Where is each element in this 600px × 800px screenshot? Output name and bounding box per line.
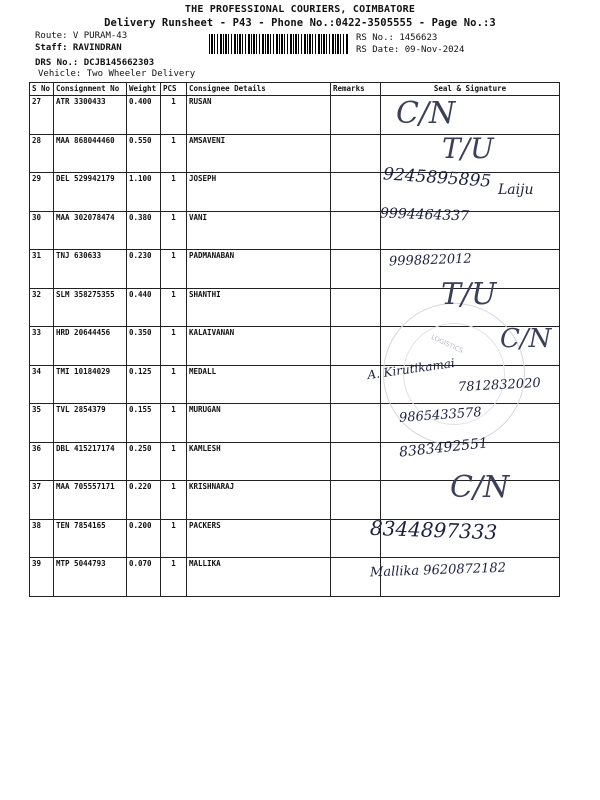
cell-pcs: 1 bbox=[161, 481, 187, 520]
handwriting-name: A. Kirutikamai bbox=[366, 355, 456, 383]
cell-remarks bbox=[331, 134, 381, 173]
cell-cno: MAA 868044460 bbox=[54, 134, 127, 173]
cell-consignee: KAMLESH bbox=[187, 442, 331, 481]
cell-remarks bbox=[331, 250, 381, 289]
cell-remarks bbox=[331, 211, 381, 250]
cell-cno: TVL 2854379 bbox=[54, 404, 127, 443]
cell-remarks bbox=[331, 173, 381, 212]
col-header: S No bbox=[30, 83, 54, 96]
cell-sno: 27 bbox=[30, 96, 54, 135]
cell-consignee: KRISHNARAJ bbox=[187, 481, 331, 520]
table-header-row bbox=[30, 83, 560, 96]
rs-date: RS Date: 09-Nov-2024 bbox=[356, 45, 465, 55]
col-header: PCS bbox=[161, 83, 187, 96]
cell-consignee: RUSAN bbox=[187, 96, 331, 135]
handwriting-note: C/N bbox=[396, 96, 456, 131]
route-label: Route: V PURAM-43 bbox=[35, 31, 128, 41]
cell-pcs: 1 bbox=[161, 558, 187, 597]
cell-pcs: 1 bbox=[161, 327, 187, 366]
cell-cno: DBL 415217174 bbox=[54, 442, 127, 481]
cell-consignee: PACKERS bbox=[187, 519, 331, 558]
cell-pcs: 1 bbox=[161, 173, 187, 212]
cell-pcs: 1 bbox=[161, 288, 187, 327]
cell-remarks bbox=[331, 404, 381, 443]
staff-label: Staff: RAVINDRAN bbox=[35, 43, 122, 53]
company-title: THE PROFESSIONAL COURIERS, COIMBATORE bbox=[184, 4, 416, 15]
barcode bbox=[209, 34, 349, 54]
col-header: Weight bbox=[127, 83, 161, 96]
cell-sno: 37 bbox=[30, 481, 54, 520]
handwriting-note: C/N bbox=[450, 470, 510, 505]
cell-sno: 34 bbox=[30, 365, 54, 404]
handwriting-phone: 9998822012 bbox=[388, 251, 472, 270]
runsheet-subtitle: Delivery Runsheet - P43 - Phone No.:0422-3505555 - Page No.:3 bbox=[104, 17, 496, 29]
cell-sno: 35 bbox=[30, 404, 54, 443]
cell-cno: MAA 705557171 bbox=[54, 481, 127, 520]
cell-sno: 38 bbox=[30, 519, 54, 558]
cell-weight: 0.250 bbox=[127, 442, 161, 481]
cell-pcs: 1 bbox=[161, 404, 187, 443]
cell-pcs: 1 bbox=[161, 365, 187, 404]
cell-consignee: MURUGAN bbox=[187, 404, 331, 443]
handwriting-phone: 8383492551 bbox=[398, 435, 489, 461]
cell-weight: 0.155 bbox=[127, 404, 161, 443]
cell-sno: 32 bbox=[30, 288, 54, 327]
cell-pcs: 1 bbox=[161, 96, 187, 135]
cell-remarks bbox=[331, 96, 381, 135]
handwriting-name: Mallika 9620872182 bbox=[369, 560, 507, 581]
handwriting-phone: 9865433578 bbox=[398, 405, 483, 426]
cell-weight: 0.550 bbox=[127, 134, 161, 173]
handwriting-signature: Laiju bbox=[498, 182, 534, 198]
cell-weight: 1.100 bbox=[127, 173, 161, 212]
cell-sno: 31 bbox=[30, 250, 54, 289]
drs-number: DRS No.: DCJB145662303 bbox=[35, 58, 155, 68]
cell-consignee: JOSEPH bbox=[187, 173, 331, 212]
cell-weight: 0.350 bbox=[127, 327, 161, 366]
handwriting-note: T/U bbox=[442, 132, 494, 165]
rs-number: RS No.: 1456623 bbox=[356, 33, 438, 43]
cell-cno: TEN 7854165 bbox=[54, 519, 127, 558]
cell-remarks bbox=[331, 288, 381, 327]
vehicle-label: Vehicle: Two Wheeler Delivery bbox=[38, 69, 196, 79]
cell-pcs: 1 bbox=[161, 250, 187, 289]
cell-cno: MAA 302078474 bbox=[54, 211, 127, 250]
cell-sno: 33 bbox=[30, 327, 54, 366]
table-row bbox=[30, 211, 560, 250]
cell-cno: DEL 529942179 bbox=[54, 173, 127, 212]
cell-pcs: 1 bbox=[161, 134, 187, 173]
cell-cno: MTP 5044793 bbox=[54, 558, 127, 597]
cell-sno: 30 bbox=[30, 211, 54, 250]
cell-sno: 29 bbox=[30, 173, 54, 212]
cell-weight: 0.200 bbox=[127, 519, 161, 558]
cell-weight: 0.400 bbox=[127, 96, 161, 135]
cell-consignee: VANI bbox=[187, 211, 331, 250]
handwriting-note: C/N bbox=[500, 324, 552, 354]
cell-cno: TNJ 630633 bbox=[54, 250, 127, 289]
cell-weight: 0.380 bbox=[127, 211, 161, 250]
cell-sno: 39 bbox=[30, 558, 54, 597]
cell-consignee: PADMANABAN bbox=[187, 250, 331, 289]
cell-cno: ATR 3300433 bbox=[54, 96, 127, 135]
handwriting-phone: 8344897333 bbox=[369, 515, 498, 545]
cell-weight: 0.440 bbox=[127, 288, 161, 327]
table-row bbox=[30, 96, 560, 135]
cell-sno: 36 bbox=[30, 442, 54, 481]
cell-pcs: 1 bbox=[161, 442, 187, 481]
cell-sno: 28 bbox=[30, 134, 54, 173]
cell-consignee: MEDALL bbox=[187, 365, 331, 404]
col-header: Consignee Details bbox=[187, 83, 331, 96]
cell-consignee: MALLIKA bbox=[187, 558, 331, 597]
cell-weight: 0.070 bbox=[127, 558, 161, 597]
cell-weight: 0.220 bbox=[127, 481, 161, 520]
cell-consignee: KALAIVANAN bbox=[187, 327, 331, 366]
cell-remarks bbox=[331, 481, 381, 520]
cell-weight: 0.230 bbox=[127, 250, 161, 289]
handwriting-phone: 9245895895 bbox=[382, 164, 492, 192]
col-header: Seal & Signature bbox=[381, 83, 560, 96]
col-header: Consignment No bbox=[54, 83, 127, 96]
cell-pcs: 1 bbox=[161, 211, 187, 250]
cell-cno: HRD 20644456 bbox=[54, 327, 127, 366]
cell-consignee: SHANTHI bbox=[187, 288, 331, 327]
cell-remarks bbox=[331, 327, 381, 366]
cell-consignee: AMSAVENI bbox=[187, 134, 331, 173]
seal-stamp-text: LOGISTICS bbox=[429, 333, 465, 355]
col-header: Remarks bbox=[331, 83, 381, 96]
cell-remarks bbox=[331, 442, 381, 481]
cell-cno: TMI 10184029 bbox=[54, 365, 127, 404]
cell-cno: SLM 358275355 bbox=[54, 288, 127, 327]
handwriting-note: T/U bbox=[441, 277, 497, 312]
handwriting-phone: 7812832020 bbox=[457, 375, 542, 396]
cell-weight: 0.125 bbox=[127, 365, 161, 404]
handwriting-phone: 9994464337 bbox=[379, 205, 470, 225]
cell-pcs: 1 bbox=[161, 519, 187, 558]
